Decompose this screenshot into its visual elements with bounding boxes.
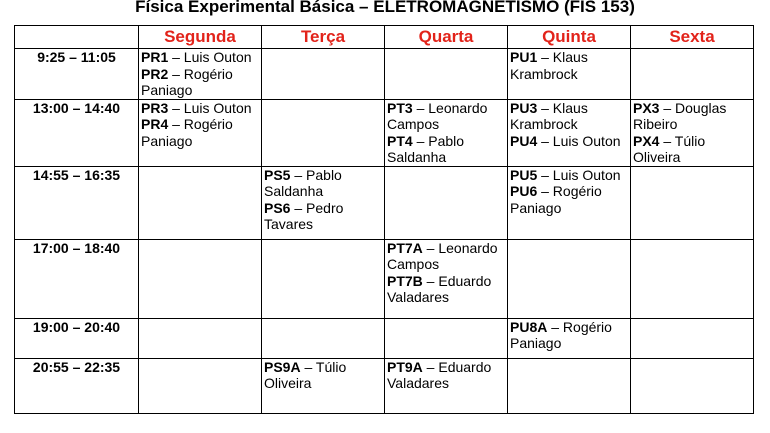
- class-entry: [387, 359, 505, 392]
- class-code: PT4: [387, 132, 413, 149]
- schedule-cell: [508, 358, 631, 413]
- day-header: Sexta: [631, 26, 754, 49]
- table-row: [15, 99, 754, 166]
- class-entry: [141, 100, 259, 117]
- time-slot: 17:00 – 18:40: [15, 239, 139, 318]
- schedule-cell: [631, 318, 754, 358]
- instructor-name: – Rogério Paniago: [510, 318, 612, 351]
- schedule-cell: [262, 318, 385, 358]
- class-entry: [510, 167, 628, 184]
- day-header: Quinta: [508, 26, 631, 49]
- class-entry: [387, 240, 505, 273]
- schedule-cell: [139, 49, 262, 100]
- instructor-name: – Luis Outon: [537, 132, 621, 149]
- day-header: Segunda: [139, 26, 262, 49]
- class-entry: [141, 49, 259, 66]
- schedule-cell: [139, 318, 262, 358]
- table-row: [15, 49, 754, 100]
- instructor-name: – Leonardo Campos: [387, 239, 498, 272]
- schedule-cell: [385, 358, 508, 413]
- corner-cell: [15, 26, 139, 49]
- schedule-cell: [262, 358, 385, 413]
- schedule-cell: [508, 49, 631, 100]
- schedule-cell: [385, 318, 508, 358]
- page-title: Física Experimental Básica – ELETROMAGNETISMO (FIS 153): [135, 0, 635, 16]
- schedule-cell: [631, 99, 754, 166]
- schedule-cell: [139, 239, 262, 318]
- instructor-name: – Pablo Saldanha: [387, 132, 465, 165]
- class-entry: [633, 133, 751, 166]
- class-code: PT7B: [387, 272, 423, 289]
- table-row: [15, 239, 754, 318]
- class-code: PT3: [387, 99, 413, 116]
- time-slot: 19:00 – 20:40: [15, 318, 139, 358]
- class-code: PR2: [141, 65, 169, 82]
- schedule-cell: [262, 239, 385, 318]
- class-entry: [264, 167, 382, 200]
- schedule-cell: [508, 239, 631, 318]
- schedule-cell: [262, 99, 385, 166]
- instructor-name: – Klaus Krambrock: [510, 99, 588, 132]
- schedule-cell: [139, 358, 262, 413]
- schedule-cell: [139, 99, 262, 166]
- class-code: PR4: [141, 116, 169, 132]
- class-code: PX3: [633, 99, 660, 116]
- time-slot: 9:25 – 11:05: [15, 49, 139, 100]
- schedule-cell: [631, 239, 754, 318]
- instructor-name: – Túlio Oliveira: [633, 132, 706, 165]
- schedule-cell: [508, 166, 631, 239]
- class-code: PU8A: [510, 318, 548, 335]
- instructor-name: – Rogério Paniago: [141, 65, 233, 98]
- schedule-table: [14, 25, 754, 414]
- schedule-cell: [139, 166, 262, 239]
- class-code: PS5: [264, 166, 291, 183]
- instructor-name: – Rogério Paniago: [510, 183, 602, 216]
- schedule-cell: [385, 49, 508, 100]
- class-code: PU4: [510, 132, 538, 149]
- schedule-cell: [385, 239, 508, 318]
- schedule-cell: [631, 49, 754, 100]
- class-entry: [510, 319, 628, 352]
- class-code: PR1: [141, 49, 169, 65]
- schedule-cell: [262, 49, 385, 100]
- time-slot: 13:00 – 14:40: [15, 99, 139, 166]
- class-entry: [387, 133, 505, 166]
- day-header: Terça: [262, 26, 385, 49]
- schedule-cell: [385, 166, 508, 239]
- schedule-cell: [385, 99, 508, 166]
- instructor-name: – Eduardo Valadares: [387, 358, 492, 391]
- instructor-name: – Pedro Tavares: [264, 199, 344, 232]
- class-code: PT9A: [387, 358, 423, 375]
- instructor-name: – Klaus Krambrock: [510, 49, 588, 82]
- class-entry: [141, 66, 259, 99]
- schedule-cell: [262, 166, 385, 239]
- header-row: [15, 26, 754, 49]
- instructor-name: – Douglas Ribeiro: [633, 99, 727, 132]
- class-code: PR3: [141, 99, 169, 116]
- class-entry: [510, 133, 628, 150]
- class-entry: [387, 100, 505, 133]
- class-code: PU5: [510, 166, 538, 183]
- schedule-cell: [508, 318, 631, 358]
- class-code: PS6: [264, 199, 291, 216]
- class-entry: [510, 100, 628, 133]
- instructor-name: – Pablo Saldanha: [264, 166, 342, 199]
- schedule-cell: [508, 99, 631, 166]
- class-code: PU6: [510, 183, 538, 199]
- schedule-cell: [631, 358, 754, 413]
- class-code: PT7A: [387, 239, 423, 256]
- table-row: [15, 318, 754, 358]
- class-entry: [510, 49, 628, 82]
- table-row: [15, 358, 754, 413]
- table-row: [15, 166, 754, 239]
- instructor-name: – Rogério Paniago: [141, 116, 233, 149]
- time-slot: 14:55 – 16:35: [15, 166, 139, 239]
- instructor-name: – Luis Outon: [537, 166, 621, 183]
- schedule-cell: [631, 166, 754, 239]
- class-entry: [264, 200, 382, 233]
- instructor-name: – Luis Outon: [168, 99, 252, 116]
- instructor-name: – Túlio Oliveira: [264, 358, 347, 391]
- class-entry: [633, 100, 751, 133]
- class-entry: [510, 183, 628, 216]
- class-code: PU1: [510, 49, 538, 65]
- class-entry: [264, 359, 382, 392]
- class-code: PU3: [510, 99, 538, 116]
- class-code: PX4: [633, 132, 660, 149]
- instructor-name: – Eduardo Valadares: [387, 272, 492, 305]
- day-header: Quarta: [385, 26, 508, 49]
- class-entry: [387, 273, 505, 306]
- class-entry: [141, 116, 259, 149]
- class-code: PS9A: [264, 358, 301, 375]
- instructor-name: – Leonardo Campos: [387, 99, 488, 132]
- instructor-name: – Luis Outon: [168, 49, 252, 65]
- time-slot: 20:55 – 22:35: [15, 358, 139, 413]
